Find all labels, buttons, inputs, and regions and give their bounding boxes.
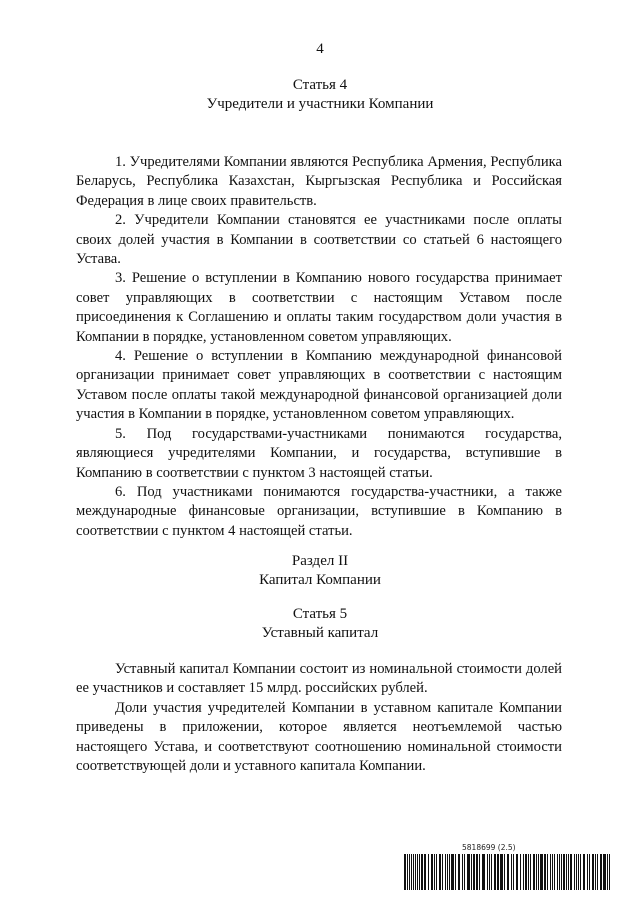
- article-5-title: Статья 5: [292, 606, 348, 622]
- article-4-title: Статья 4: [292, 77, 348, 93]
- article-4-paragraph-2: 2. Учредители Компании становятся ее участниками после оплаты своих долей участия в Компании в соответствии со статьей 6 настоящего Устава.: [76, 212, 562, 268]
- article-4-paragraph-6: 6. Под участниками понимаются государства-участники, а также международные финансовые организации, вступившие в Компанию в соответствии с пунктом 4 настоящей статьи.: [76, 483, 562, 539]
- article-4-body: [76, 153, 562, 541]
- barcode-caption: 5818699 (2.5): [462, 843, 516, 852]
- barcode-stamp: [404, 843, 612, 891]
- article-4-paragraph-1: 1. Учредителями Компании являются Республика Армения, Республика Беларусь, Республика Казахстан, Кыргызская Республика и Российская Федерация в лице своих правительств.: [76, 154, 562, 209]
- section-2-subtitle: Капитал Компании: [259, 572, 381, 588]
- article-4-paragraph-4: 4. Решение о вступлении в Компанию международной финансовой организации принимает совет управляющих в соответствии с настоящим Уставом после оплаты такой международной финансовой организацией доли участия в Компании в порядке, установленном советом управляющих.: [76, 348, 562, 423]
- section-2-title: Раздел II: [291, 553, 349, 569]
- page-number: 4: [316, 41, 324, 57]
- barcode-icon: [404, 854, 612, 890]
- article-4-subtitle: Учредители и участники Компании: [206, 96, 434, 112]
- article-4-paragraph-5: 5. Под государствами-участниками понимаются государства, являющиеся учредителями Компании, и государства, вступившие в Компанию в соответствии с пунктом 3 настоящей статьи.: [76, 425, 562, 481]
- article-4-heading: [0, 76, 640, 114]
- section-2-heading: [0, 552, 640, 590]
- article-4-paragraph-3: 3. Решение о вступлении в Компанию нового государства принимает совет управляющих в соответствии с настоящим Уставом после присоединения к Соглашению и оплаты таким государством доли участия в Компании в порядке, установленном советом управляющих.: [76, 270, 562, 345]
- article-5-body: [76, 660, 562, 776]
- article-5-heading: [0, 605, 640, 643]
- article-5-paragraph-2: Доли участия учредителей Компании в уставном капитале Компании приведены в приложении, которое является неотъемлемой частью настоящего Устава, и соответствуют соотношению номинальной стоимости соответствующей доли и уставного капитала Компании.: [76, 699, 562, 775]
- article-5-subtitle: Уставный капитал: [261, 625, 379, 641]
- article-5-paragraph-1: Уставный капитал Компании состоит из номинальной стоимости долей ее участников и составляет 15 млрд. российских рублей.: [76, 661, 562, 697]
